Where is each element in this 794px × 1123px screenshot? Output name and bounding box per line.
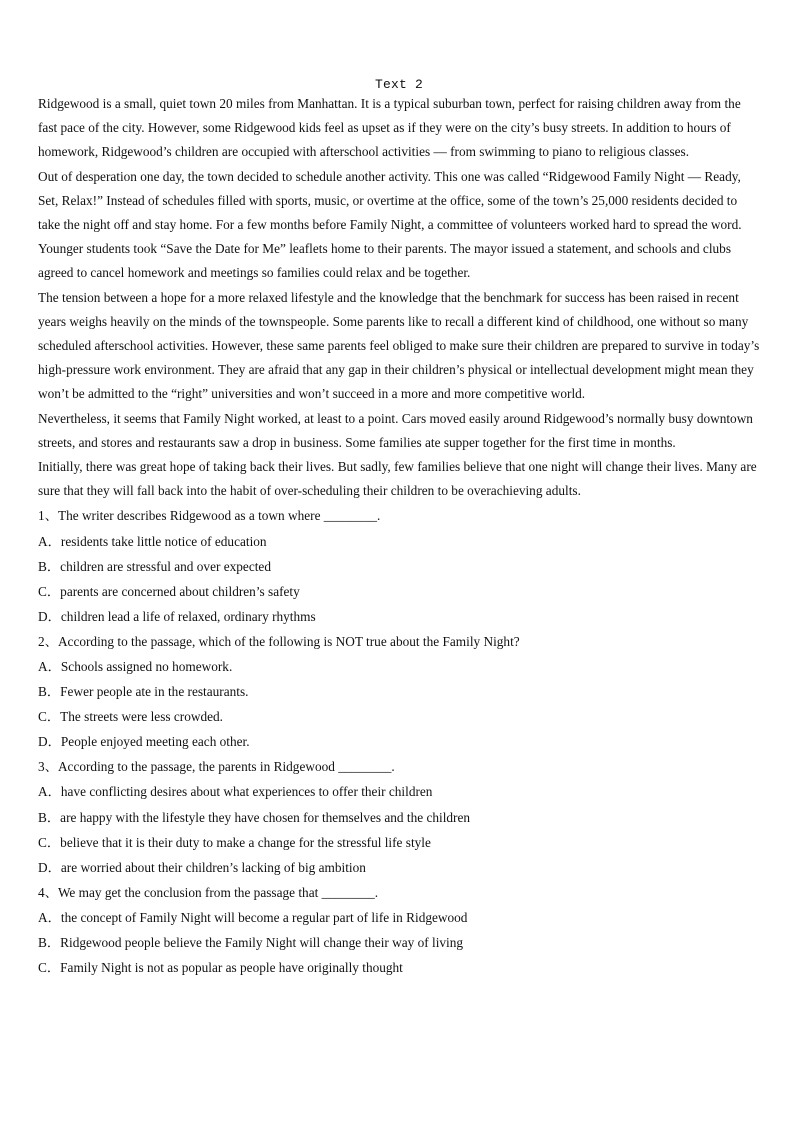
answer-option: C．Family Night is not as popular as people have originally thought (38, 960, 403, 976)
answer-option: B．children are stressful and over expected (38, 558, 271, 574)
question-stem: 2、According to the passage, which of the following is NOT true about the Family Night? (38, 633, 520, 649)
answer-option: A．Schools assigned no homework. (38, 659, 233, 675)
question-1 (38, 503, 760, 628)
answer-option: C．parents are concerned about children’s safety (38, 583, 300, 599)
question-stem: 1、The writer describes Ridgewood as a town where ________. (38, 508, 381, 524)
passage-paragraph-4: Nevertheless, it seems that Family Night worked, at least to a point. Cars moved easily around Ridgewood’s normally busy downtown streets, and stores and restaurants saw a drop in business. Some families ate supper together for the first time in months. (38, 410, 753, 450)
question-stem: 3、According to the passage, the parents in Ridgewood ________. (38, 759, 395, 775)
answer-option: A．residents take little notice of education (38, 533, 267, 549)
passage-body (38, 92, 760, 503)
question-3 (38, 754, 760, 879)
answer-option: D．children lead a life of relaxed, ordinary rhythms (38, 608, 316, 624)
answer-option: B．are happy with the lifestyle they have chosen for themselves and the children (38, 809, 471, 825)
passage-paragraph-5: Initially, there was great hope of taking back their lives. But sadly, few families believe that one night will change their lives. Many are sure that they will fall back into the habit of over-scheduling their children to be overachieving adults. (38, 459, 757, 499)
answer-option: A．have conflicting desires about what experiences to offer their children (38, 784, 433, 800)
answer-option: C．believe that it is their duty to make a change for the stressful life style (38, 834, 431, 850)
answer-option: A．the concept of Family Night will become a regular part of life in Ridgewood (38, 909, 468, 925)
passage-paragraph-2: Out of desperation one day, the town decided to schedule another activity. This one was called “Ridgewood Family Night — Ready, Set, Relax!” Instead of schedules filled with sports, music, or overtime at the office, some of the town’s 25,000 residents decided to take the night off and stay home. For a few months before Family Night, a committee of volunteers worked hard to spread the word. Younger students took “Save the Date for Me” leaflets home to their parents. The mayor issued a statement, and schools and clubs agreed to cancel homework and meetings so families could relax and be together. (38, 168, 742, 281)
answer-option: D．People enjoyed meeting each other. (38, 734, 250, 750)
answer-option: D．are worried about their children’s lacking of big ambition (38, 859, 366, 875)
passage-paragraph-1: Ridgewood is a small, quiet town 20 miles from Manhattan. It is a typical suburban town, perfect for raising children away from the fast pace of the city. However, some Ridgewood kids feel as upset as if they were on the city’s busy streets. In addition to hours of homework, Ridgewood’s children are occupied with afterschool activities — from swimming to piano to religious classes. (38, 96, 741, 160)
answer-option: C．The streets were less crowded. (38, 709, 223, 725)
document-page (38, 78, 760, 980)
answer-option: B．Fewer people ate in the restaurants. (38, 684, 249, 700)
question-2 (38, 629, 760, 754)
answer-option: B．Ridgewood people believe the Family Night will change their way of living (38, 935, 464, 951)
question-stem: 4、We may get the conclusion from the passage that ________. (38, 884, 379, 900)
question-4 (38, 880, 760, 980)
passage-paragraph-3: The tension between a hope for a more relaxed lifestyle and the knowledge that the benchmark for success has been raised in recent years weighs heavily on the minds of the townspeople. Some parents like to recall a different kind of childhood, one without so many scheduled afterschool activities. However, these same parents feel obliged to make sure their children are prepared to survive in today’s high-pressure work environment. They are afraid that any gap in their children’s physical or intellectual development might mean they won’t be admitted to the “right” universities and won’t succeed in a more and more competitive world. (38, 289, 760, 402)
passage-title: Text 2 (374, 77, 423, 92)
